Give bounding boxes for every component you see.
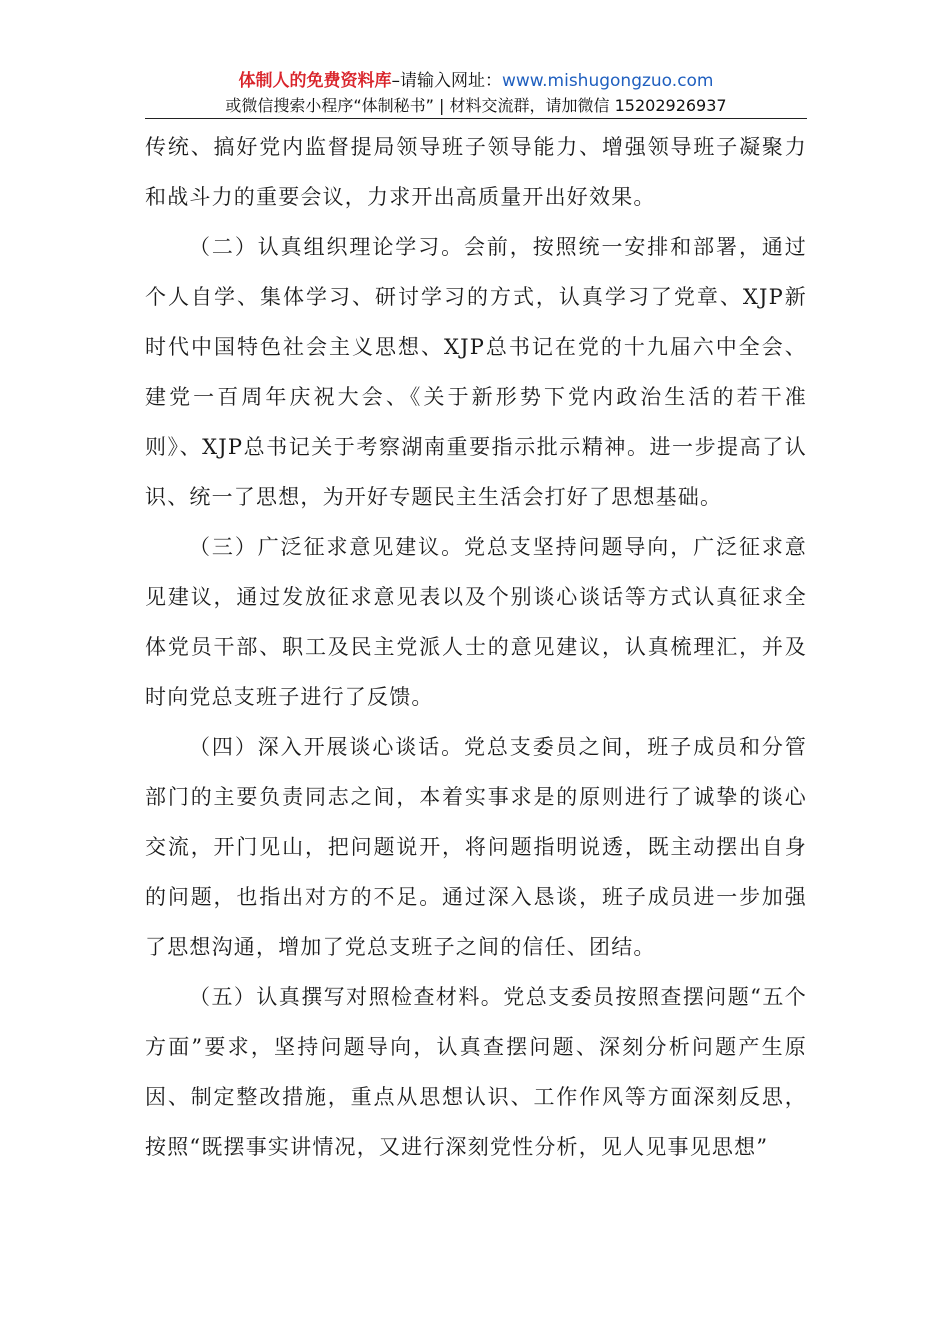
url-prompt: –请输入网址： <box>391 71 502 91</box>
paragraph-self-review-material: （五）认真撰写对照检查材料。党总支委员按照查摆问题“五个方面”要求，坚持问题导向，认真查摆问题、深刻分析问题产生原因、制定整改措施，重点从思想认识、工作作风等方面深刻反思，按照“既摆事实讲情况，又进行深刻党性分析，见人见事见思想” <box>145 985 807 1159</box>
paragraph-theory-study: （二）认真组织理论学习。会前，按照统一安排和部署，通过个人自学、集体学习、研讨学习的方式，认真学习了党章、XJP新时代中国特色社会主义思想、XJP总书记在党的十九届六中全会、建党一百周年庆祝大会、《关于新形势下党内政治生活的若干准则》、XJP总书记关于考察湖南重要指示批示精神。进一步提高了认识、统一了思想，为开好专题民主生活会打好了思想基础。 <box>145 235 807 509</box>
header-divider <box>145 118 807 119</box>
paragraph-continuation: 传统、搞好党内监督提局领导班子领导能力、增强领导班子凝聚力和战斗力的重要会议，力求开出高质量开出好效果。 <box>145 135 807 209</box>
page-header <box>145 68 807 118</box>
header-line-2: 或微信搜索小程序“体制秘书” | 材料交流群，请加微信 15202926937 <box>225 96 727 115</box>
website-link[interactable]: www.mishugongzuo.com <box>501 71 714 91</box>
document-body <box>145 122 807 1172</box>
paragraph-solicit-opinions: （三）广泛征求意见建议。党总支坚持问题导向，广泛征求意见建议，通过发放征求意见表以及个别谈心谈话等方式认真征求全体党员干部、职工及民主党派人士的意见建议，认真梳理汇，并及时向党总支班子进行了反馈。 <box>145 535 807 709</box>
brand-name: 体制人的免费资料库 <box>238 71 392 91</box>
paragraph-heart-to-heart-talks: （四）深入开展谈心谈话。党总支委员之间，班子成员和分管部门的主要负责同志之间，本着实事求是的原则进行了诚挚的谈心交流，开门见山，把问题说开，将问题指明说透，既主动摆出自身的问题，也指出对方的不足。通过深入恳谈，班子成员进一步加强了思想沟通，增加了党总支班子之间的信任、团结。 <box>145 735 807 959</box>
header-line-1 <box>145 68 807 94</box>
